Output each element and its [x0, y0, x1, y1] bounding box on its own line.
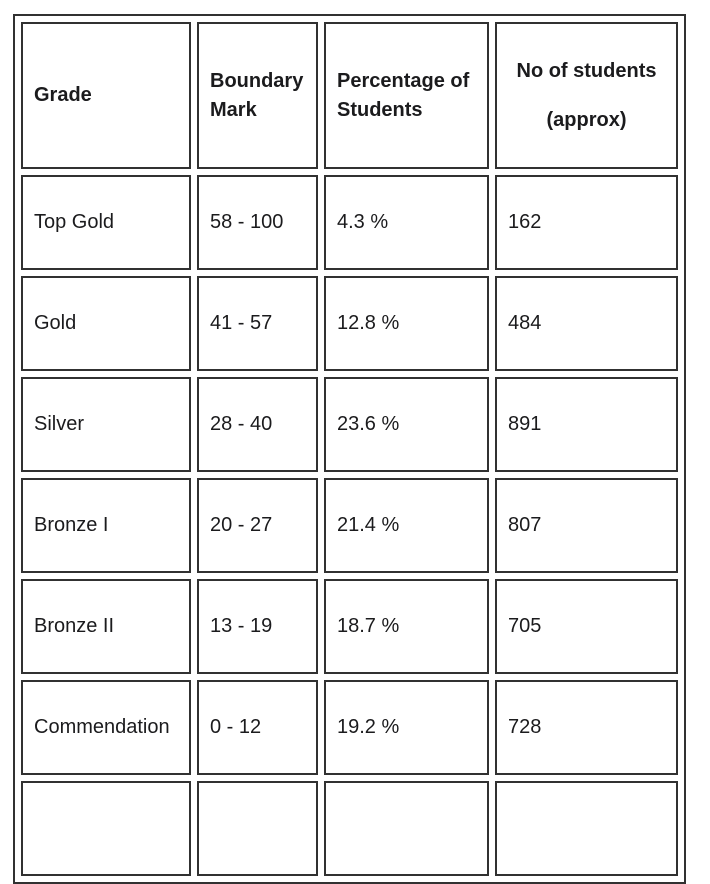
partial-row-cell — [21, 781, 191, 876]
column-header-boundary-mark: Boundary Mark — [197, 22, 318, 169]
students-count-cell: 484 — [495, 276, 678, 371]
table-row-gold — [21, 276, 678, 371]
percentage-cell: 23.6 % — [324, 377, 489, 472]
column-header-no-of-students — [495, 22, 678, 169]
students-count-cell: 705 — [495, 579, 678, 674]
table-row-bronze-2 — [21, 579, 678, 674]
students-count-cell: 162 — [495, 175, 678, 270]
table-row-commendation — [21, 680, 678, 775]
grade-cell: Silver — [21, 377, 191, 472]
partial-row-cell — [495, 781, 678, 876]
column-header-percentage-of-students: Percentage of Students — [324, 22, 489, 169]
grade-cell: Bronze II — [21, 579, 191, 674]
table-row-silver — [21, 377, 678, 472]
percentage-cell: 18.7 % — [324, 579, 489, 674]
students-count-cell: 891 — [495, 377, 678, 472]
no-of-students-label: No of students — [516, 59, 657, 82]
boundary-mark-cell: 41 - 57 — [197, 276, 318, 371]
table-row-bronze-1 — [21, 478, 678, 573]
grade-cell: Commendation — [21, 680, 191, 775]
grade-cell: Bronze I — [21, 478, 191, 573]
students-count-cell: 728 — [495, 680, 678, 775]
approx-label: (approx) — [546, 108, 627, 131]
percentage-cell: 12.8 % — [324, 276, 489, 371]
percentage-cell: 19.2 % — [324, 680, 489, 775]
table-row-partial-clipped — [21, 781, 678, 876]
boundary-mark-cell: 58 - 100 — [197, 175, 318, 270]
boundary-mark-cell: 0 - 12 — [197, 680, 318, 775]
boundary-mark-cell: 20 - 27 — [197, 478, 318, 573]
grade-cell: Gold — [21, 276, 191, 371]
column-header-grade: Grade — [21, 22, 191, 169]
grade-cell: Top Gold — [21, 175, 191, 270]
percentage-cell: 21.4 % — [324, 478, 489, 573]
table-header-row — [21, 22, 678, 169]
boundary-mark-cell: 28 - 40 — [197, 377, 318, 472]
grade-boundaries-table — [13, 14, 686, 884]
partial-row-cell — [197, 781, 318, 876]
table-row-top-gold — [21, 175, 678, 270]
boundary-mark-cell: 13 - 19 — [197, 579, 318, 674]
students-count-cell: 807 — [495, 478, 678, 573]
percentage-cell: 4.3 % — [324, 175, 489, 270]
partial-row-cell — [324, 781, 489, 876]
